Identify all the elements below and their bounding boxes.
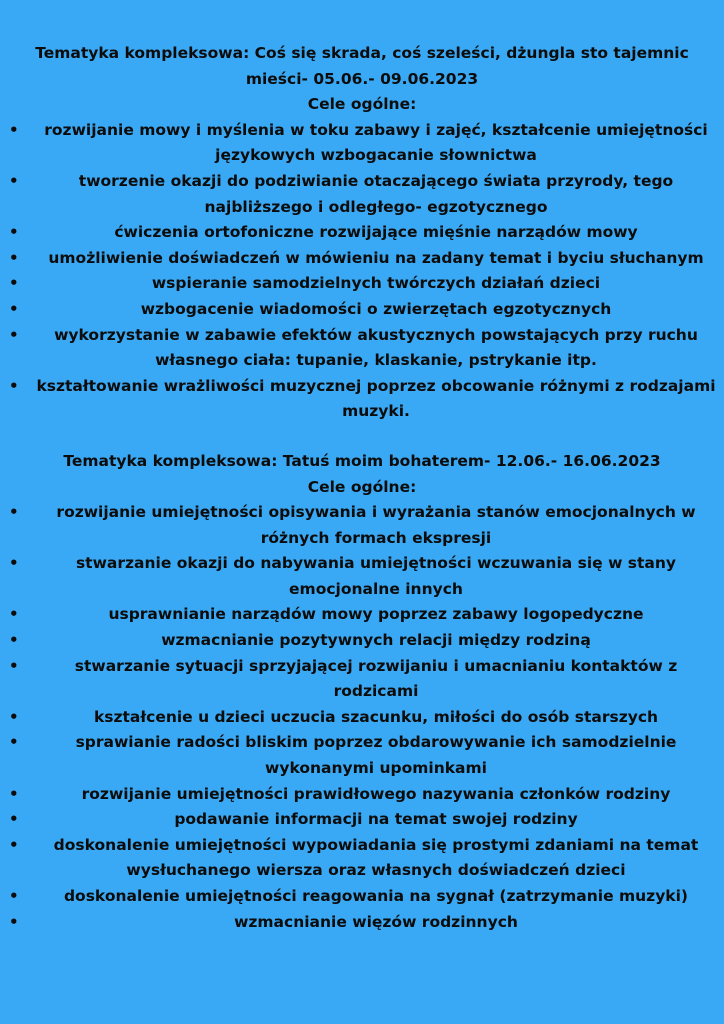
goal-item bbox=[0, 833, 724, 884]
theme-heading: Tematyka kompleksowa: Coś się skrada, coś szeleści, dżungla sto tajemnic mieści- 05.06.- 09.06.2023 bbox=[35, 44, 689, 88]
bullet-icon: • bbox=[9, 274, 19, 293]
goal-text: umożliwienie doświadczeń w mówieniu na zadany temat i byciu słuchanym bbox=[48, 248, 704, 267]
bullet-icon: • bbox=[9, 248, 19, 267]
goal-text: wzmacnianie pozytywnych relacji między rodziną bbox=[161, 631, 591, 650]
bullet-icon: • bbox=[9, 887, 19, 905]
bullet-icon: • bbox=[9, 554, 19, 573]
goal-item bbox=[0, 271, 724, 297]
goal-item bbox=[0, 705, 724, 731]
goal-text: wykorzystanie w zabawie efektów akustycznych powstających przy ruchu własnego ciała: tupanie, klaskanie, pstrykanie itp. bbox=[54, 325, 698, 370]
bullet-icon: • bbox=[9, 503, 19, 522]
goal-text: ćwiczenia ortofoniczne rozwijające mięśnie narządów mowy bbox=[114, 223, 638, 242]
theme-heading: Tematyka kompleksowa: Tatuś moim bohaterem- 12.06.- 16.06.2023 bbox=[63, 451, 661, 470]
bullet-icon: • bbox=[9, 656, 19, 675]
goal-text: tworzenie okazji do podziwianie otaczającego świata przyrody, tego najbliższego i odległego- egzotycznego bbox=[78, 171, 674, 216]
goals-list bbox=[0, 118, 724, 425]
goal-text: wzmacnianie więzów rodzinnych bbox=[234, 912, 518, 931]
goals-title: Cele ogólne: bbox=[307, 95, 417, 114]
goal-text: wzbogacenie wiadomości o zwierzętach egzotycznych bbox=[140, 299, 612, 318]
goal-item bbox=[0, 169, 724, 220]
bullet-icon: • bbox=[9, 605, 19, 624]
goal-item bbox=[0, 323, 724, 374]
bullet-icon: • bbox=[9, 707, 19, 726]
bullet-icon: • bbox=[9, 299, 19, 318]
bullet-icon: • bbox=[9, 733, 19, 752]
goal-item bbox=[0, 602, 724, 628]
bullet-icon: • bbox=[9, 912, 19, 931]
goal-item bbox=[0, 782, 724, 808]
bullet-icon: • bbox=[9, 784, 19, 803]
theme-section-2 bbox=[0, 449, 724, 935]
goal-text: kształtowanie wrażliwości muzycznej poprzez obcowanie różnymi z rodzajami muzyki. bbox=[36, 376, 716, 421]
bullet-icon: • bbox=[9, 223, 19, 242]
goal-text: rozwijanie umiejętności prawidłowego nazywania członków rodziny bbox=[81, 784, 671, 803]
goals-title: Cele ogólne: bbox=[307, 477, 417, 496]
goal-item bbox=[0, 910, 724, 936]
goal-text: stwarzanie sytuacji sprzyjającej rozwijaniu i umacnianiu kontaktów z rodzicami bbox=[74, 656, 678, 701]
goal-text: kształcenie u dzieci uczucia szacunku, miłości do osób starszych bbox=[93, 707, 659, 726]
goal-item bbox=[0, 246, 724, 272]
goal-text: sprawianie radości bliskim poprzez obdarowywanie ich samodzielnie wykonanymi upominkami bbox=[75, 733, 677, 778]
bullet-icon: • bbox=[9, 171, 19, 190]
goal-text: doskonalenie umiejętności reagowania na sygnał (zatrzymanie muzyki) bbox=[63, 887, 689, 905]
bullet-icon: • bbox=[9, 631, 19, 650]
goal-item bbox=[0, 118, 724, 169]
goal-item bbox=[0, 730, 724, 781]
goal-text: wspieranie samodzielnych twórczych działań dzieci bbox=[151, 274, 601, 293]
goal-item bbox=[0, 628, 724, 654]
bullet-icon: • bbox=[9, 810, 19, 829]
goal-text: podawanie informacji na temat swojej rodziny bbox=[174, 810, 578, 829]
goal-item bbox=[0, 807, 724, 833]
goal-item bbox=[0, 297, 724, 323]
goal-item bbox=[0, 500, 724, 551]
goal-text: rozwijanie umiejętności opisywania i wyrażania stanów emocjonalnych w różnych formach ekspresji bbox=[56, 503, 696, 547]
goal-text: rozwijanie mowy i myślenia w toku zabawy i zajęć, kształcenie umiejętności językowych wzbogacanie słownictwa bbox=[44, 120, 708, 165]
goal-text: usprawnianie narządów mowy poprzez zabawy logopedyczne bbox=[108, 605, 644, 624]
bullet-icon: • bbox=[9, 325, 19, 344]
goal-item bbox=[0, 374, 724, 425]
goals-list bbox=[0, 500, 724, 935]
goal-text: stwarzanie okazji do nabywania umiejętności wczuwania się w stany emocjonalne innych bbox=[75, 554, 677, 598]
goal-item bbox=[0, 654, 724, 705]
bullet-icon: • bbox=[9, 835, 19, 854]
bullet-icon: • bbox=[9, 120, 19, 139]
bullet-icon: • bbox=[9, 376, 19, 395]
goal-item bbox=[0, 220, 724, 246]
goal-text: doskonalenie umiejętności wypowiadania się prostymi zdaniami na temat wysłuchanego wiersza oraz własnych doświadczeń dzieci bbox=[53, 835, 699, 880]
theme-section-1 bbox=[0, 41, 724, 425]
goal-item bbox=[0, 884, 724, 910]
goal-item bbox=[0, 551, 724, 602]
